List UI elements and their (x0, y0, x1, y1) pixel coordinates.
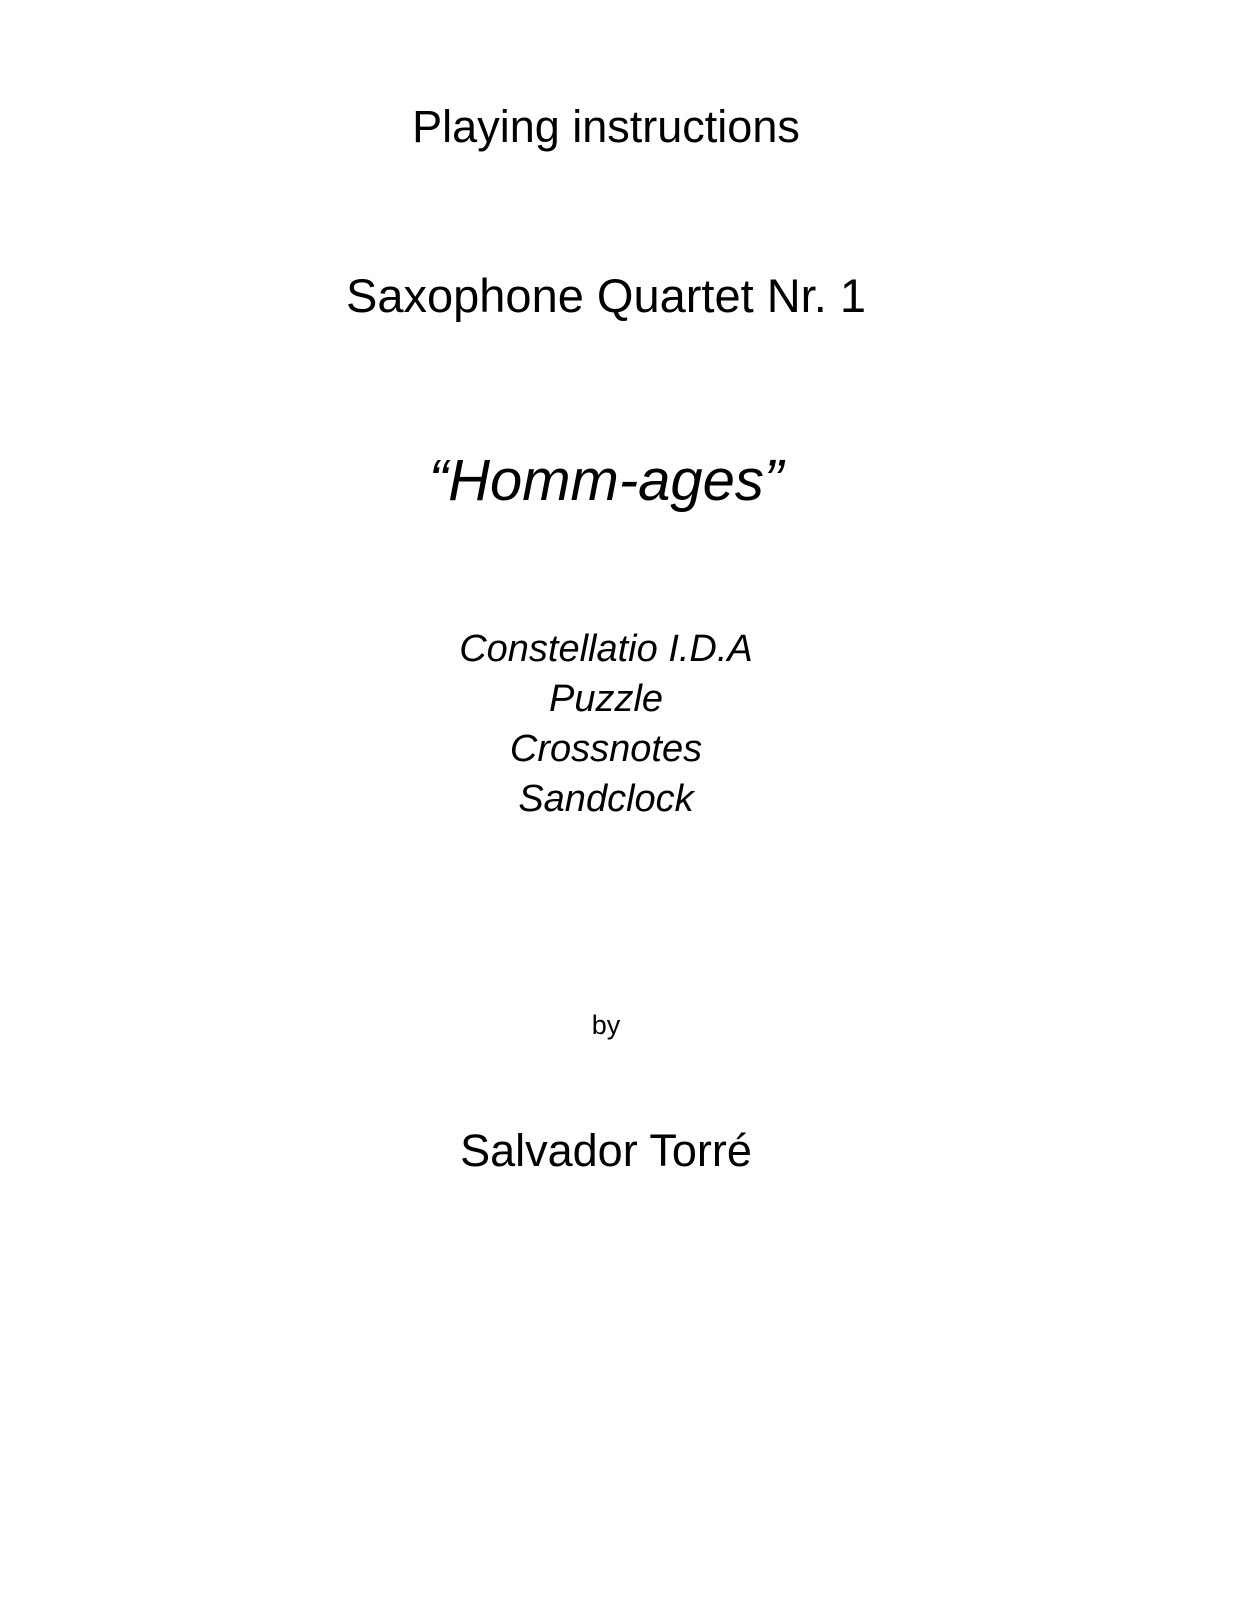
page-heading: Playing instructions (412, 101, 800, 152)
movement-item: Sandclock (518, 778, 694, 820)
movement-item: Puzzle (548, 678, 664, 720)
movement-list (0, 624, 1212, 824)
work-subtitle: “Homm-ages” (428, 448, 784, 513)
by-label: by (591, 1010, 621, 1040)
work-title: Saxophone Quartet Nr. 1 (346, 269, 866, 322)
movement-item: Constellatio I.D.A (459, 628, 753, 670)
composer-name: Salvador Torré (460, 1125, 752, 1176)
movement-item: Crossnotes (509, 728, 703, 770)
